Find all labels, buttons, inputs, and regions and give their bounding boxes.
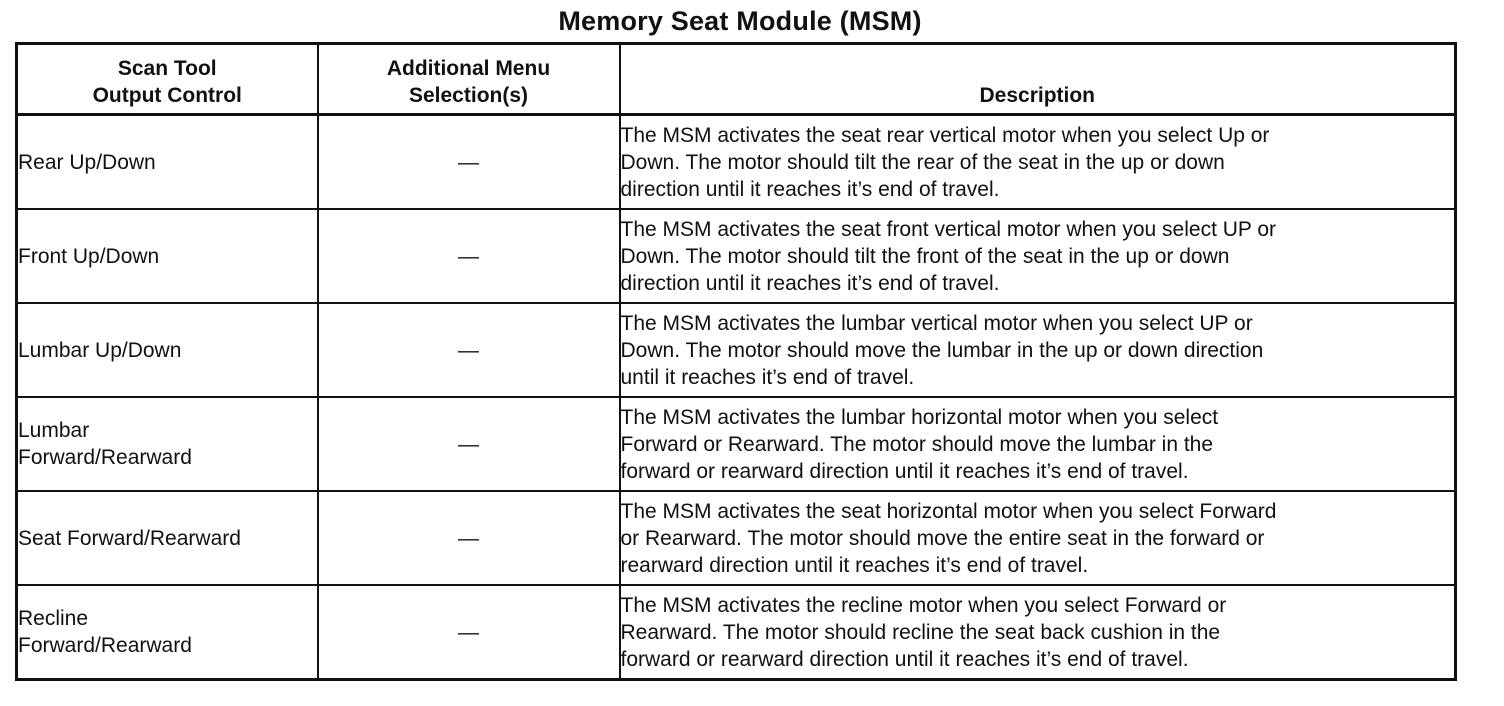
description-line: Down. The motor should move the lumbar in the up or down direction [620, 338, 1264, 362]
control-cell [17, 303, 318, 397]
description-line: direction until it reaches it’s end of travel. [620, 271, 1000, 295]
control-line: Lumbar [18, 419, 90, 442]
menu-cell: — [318, 585, 620, 680]
header-additional-menu-selections [318, 44, 620, 115]
control-line: Recline [18, 607, 89, 630]
table-row [17, 397, 1456, 491]
description-line: Forward or Rearward. The motor should move the lumbar in the [620, 432, 1214, 456]
control-cell [17, 115, 318, 210]
description-line: rearward direction until it reaches it’s end of travel. [620, 553, 1089, 577]
description-cell [620, 115, 1456, 210]
description-line: Rearward. The motor should recline the seat back cushion in the [620, 620, 1221, 644]
header-line: Output Control [92, 84, 242, 107]
description-line: Down. The motor should tilt the rear of the seat in the up or down [620, 150, 1225, 174]
control-cell [17, 397, 318, 491]
table-row [17, 209, 1456, 303]
description-line: The MSM activates the recline motor when you select Forward or [620, 593, 1227, 617]
control-line: Seat Forward/Rearward [18, 526, 241, 550]
control-line: Rear Up/Down [18, 150, 156, 174]
header-line: Description [979, 84, 1096, 107]
description-cell [620, 209, 1456, 303]
description-cell [620, 585, 1456, 680]
description-cell [620, 303, 1456, 397]
table-row [17, 115, 1456, 210]
menu-cell: — [318, 209, 620, 303]
description-line: direction until it reaches it’s end of travel. [620, 177, 1000, 201]
control-cell [17, 209, 318, 303]
menu-cell: — [318, 115, 620, 210]
header-description [620, 44, 1456, 115]
table-row [17, 303, 1456, 397]
menu-cell: — [318, 397, 620, 491]
control-cell [17, 491, 318, 585]
description-line: Down. The motor should tilt the front of the seat in the up or down [620, 244, 1230, 268]
header-line: Selection(s) [408, 84, 529, 107]
page-title: Memory Seat Module (MSM) [558, 6, 922, 36]
control-line: Forward/Rearward [18, 634, 192, 657]
description-cell [620, 491, 1456, 585]
control-line: Front Up/Down [18, 244, 160, 268]
description-line: The MSM activates the lumbar vertical motor when you select UP or [620, 311, 1253, 335]
header-line: Scan Tool [117, 57, 217, 80]
menu-cell: — [318, 303, 620, 397]
header-line: Additional Menu [386, 57, 551, 80]
control-line: Lumbar Up/Down [18, 338, 182, 362]
table-row [17, 491, 1456, 585]
description-line: forward or rearward direction until it reaches it’s end of travel. [620, 647, 1189, 671]
description-line: The MSM activates the lumbar horizontal motor when you select [620, 405, 1219, 429]
control-cell [17, 585, 318, 680]
description-line: or Rearward. The motor should move the entire seat in the forward or [620, 526, 1265, 550]
header-scan-tool-output-control [17, 44, 318, 115]
description-line: The MSM activates the seat horizontal motor when you select Forward [620, 499, 1277, 523]
table-header-row [17, 44, 1456, 115]
output-control-table [15, 42, 1457, 681]
control-line: Forward/Rearward [18, 446, 192, 469]
description-line: The MSM activates the seat front vertical motor when you select UP or [620, 217, 1277, 241]
description-line: until it reaches it’s end of travel. [620, 365, 915, 389]
description-cell [620, 397, 1456, 491]
description-line: The MSM activates the seat rear vertical motor when you select Up or [620, 123, 1270, 147]
description-line: forward or rearward direction until it reaches it’s end of travel. [620, 459, 1189, 483]
table-row [17, 585, 1456, 680]
menu-cell: — [318, 491, 620, 585]
